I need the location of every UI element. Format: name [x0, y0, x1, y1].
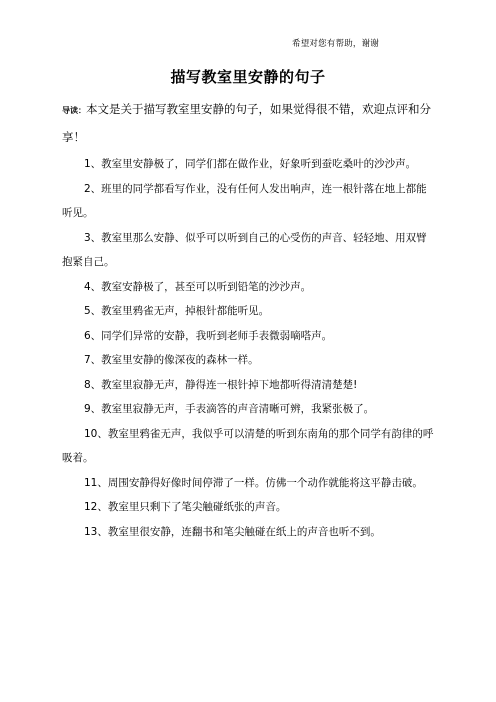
list-item: 10、教室里鸦雀无声，我似乎可以清楚的听到东南角的那个同学有韵律的呼吸着。 — [62, 427, 434, 464]
header-note: 希望对您有帮助，谢谢 — [292, 39, 380, 49]
list-item: 12、教室里只剩下了笔尖触碰纸张的声音。 — [84, 501, 287, 513]
list-item: 9、教室里寂静无声，手表滴答的声音清晰可辨，我紧张极了。 — [84, 403, 375, 415]
list-item: 5、教室里鸦雀无声，掉根针都能听见。 — [84, 305, 270, 317]
list-item: 6、同学们异常的安静，我听到老师手表微弱嘀嗒声。 — [84, 329, 333, 342]
list-item: 7、教室里安静的像深夜的森林一样。 — [84, 354, 259, 366]
intro-label: 导读： — [62, 106, 86, 115]
list-item: 3、教室里那么安静、似乎可以听到自己的心受伤的声音、轻轻地、用双臂抱紧自己。 — [62, 231, 427, 268]
list-item: 11、周围安静得好像时间停滞了一样。仿佛一个动作就能将这平静击破。 — [84, 476, 423, 489]
sentence-list — [62, 152, 434, 544]
list-item: 13、教室里很安静，连翻书和笔尖触碰在纸上的声音也听不到。 — [84, 525, 381, 538]
list-item: 4、教室安静极了，甚至可以听到铅笔的沙沙声。 — [84, 280, 312, 293]
intro-text: 本文是关于描写教室里安静的句子，如果觉得很不错，欢迎点评和分享！ — [62, 102, 431, 144]
list-item: 1、教室里安静极了，同学们都在做作业，好象听到蚕吃桑叶的沙沙声。 — [84, 158, 417, 170]
document-title: 描写教室里安静的句子 — [170, 68, 326, 86]
list-item: 2、班里的同学都看写作业，没有任何人发出响声，连一根针落在地上都能听见。 — [62, 182, 427, 219]
intro-paragraph — [62, 96, 434, 150]
list-item: 8、教室里寂静无声，静得连一根针掉下地都听得清清楚楚! — [84, 378, 358, 391]
